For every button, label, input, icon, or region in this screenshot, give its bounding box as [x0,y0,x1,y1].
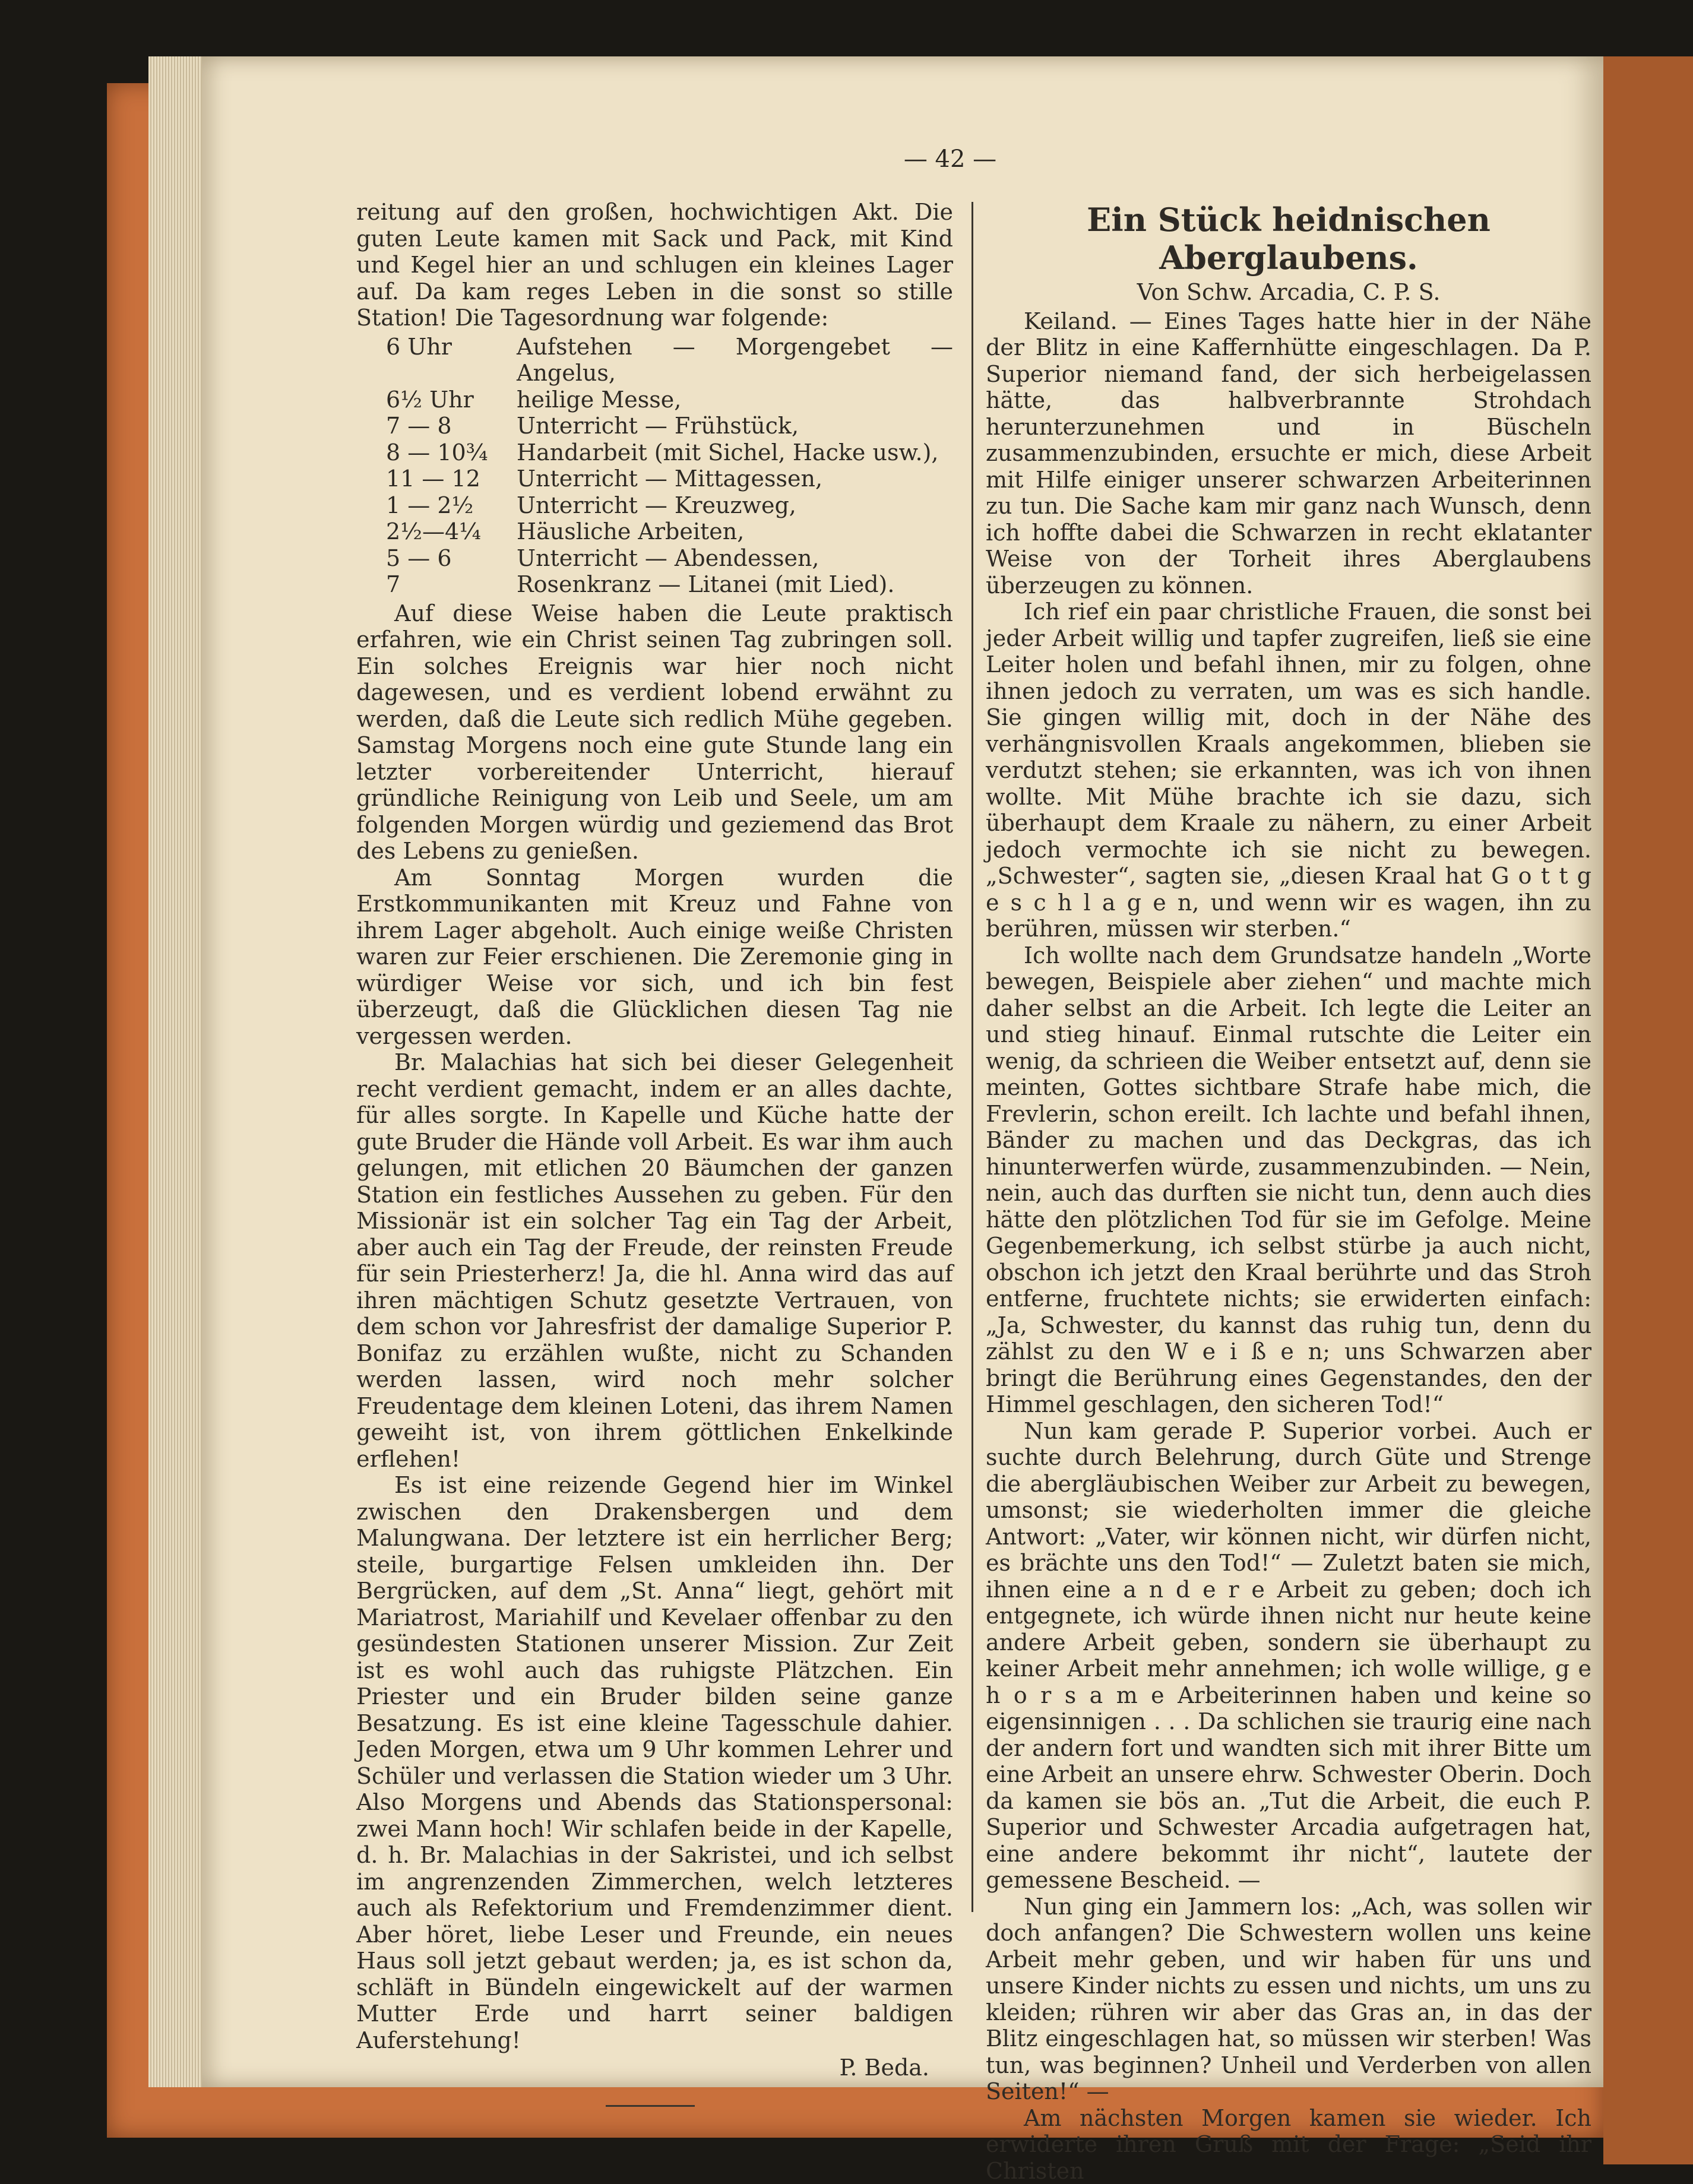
schedule-row [356,413,953,439]
book-cover-right [1603,56,1693,2164]
schedule-activity: Aufstehen — Morgengebet — Angelus, [517,334,953,387]
schedule-time: 6½ Uhr [356,387,517,413]
paragraph: reitung auf den großen, hochwichtigen Akt. Die guten Leute kamen mit Sack und Pack, mit Kind und Kegel hier an und schlugen ein kleines Lager auf. Da kam reges Leben in die sonst so stille Station! Die Tagesordnung war folgende: [356,199,953,331]
schedule-time: 1 — 2½ [356,492,517,519]
page-number: — 42 — [891,145,1010,173]
paragraph: Es ist eine reizende Gegend hier im Winkel zwischen den Drakensbergen und dem Malungwana. Der letztere ist ein herrlicher Berg; steile, burgartige Felsen umkleiden ihn. Der Bergrücken, auf dem „St. Anna“ liegt, gehört mit Mariatrost, Mariahilf und Kevelaer offenbar zu den gesündesten Stationen unserer Mission. Zur Zeit ist es wohl auch das ruhigste Plätzchen. Ein Priester und ein Bruder bilden seine ganze Besatzung. Es ist eine kleine Tagesschule dahier. Jeden Morgen, etwa um 9 Uhr kommen Lehrer und Schüler und verlassen die Station wieder um 3 Uhr. Also Morgens und Abends das Stationspersonal: zwei Mann hoch! Wir schlafen beide in der Kapelle, d. h. Br. Malachias in der Sakristei, und ich selbst im angrenzenden Zimmerchen, welch letzteres auch als Refektorium und Fremdenzimmer dient. Aber höret, liebe Leser und Freunde, ein neues Haus soll jetzt gebaut werden; ja, es ist schon da, schläft in Bündeln eingewickelt auf der warmen Mutter Erde und harrt seiner baldigen Auferstehung! [356,1472,953,2053]
paragraph: Ich wollte nach dem Grundsatze handeln „Worte bewegen, Beispiele aber ziehen“ und machte mich daher selbst an die Arbeit. Ich legte die Leiter an und stieg hinauf. Einmal rutschte die Leiter ein wenig, da schrieen die Weiber entsetzt auf, denn sie meinten, Gottes sichtbare Strafe habe mich, die Frevlerin, schon ereilt. Ich lachte und befahl ihnen, Bänder zu machen und das Deckgras, das ich hinunterwerfen würde, zusammenzubinden. — Nein, nein, auch das durften sie nicht tun, denn auch dies hätte den plötzlichen Tod für sie im Gefolge. Meine Gegenbemerkung, ich selbst stürbe ja auch nicht, obschon ich jetzt den Kraal berührte und das Stroh entferne, fruchtete nichts; sie erwiderten einfach: „Ja, Schwester, du kannst das ruhig tun, denn du zählst zu den W e i ß e n; uns Schwarzen aber bringt die Berührung eines Gegenstandes, den der Himmel geschlagen, den sicheren Tod!“ [986,942,1591,1418]
schedule-activity: heilige Messe, [517,387,953,413]
schedule-time: 11 — 12 [356,466,517,492]
paragraph: Nun ging ein Jammern los: „Ach, was sollen wir doch anfangen? Die Schwestern wollen uns keine Arbeit mehr geben, und wir haben für uns und unsere Kinder nichts zu essen und nichts, um uns zu kleiden; rühren wir aber das Gras an, in das der Blitz eingeschlagen hat, so müssen wir sterben! Was tun, was beginnen? Unheil und Verderben von allen Seiten!“ — [986,1894,1591,2105]
paragraph: Ich rief ein paar christliche Frauen, die sonst bei jeder Arbeit willig und tapfer zugreifen, ließ sie eine Leiter holen und befahl ihnen, mir zu folgen, ohne ihnen jedoch zu verraten, um was es sich handle. Sie gingen willig mit, doch in der Nähe des verhängnisvollen Kraals angekommen, blieben sie verdutzt stehen; sie erkannten, was ich von ihnen wollte. Mit Mühe brachte ich sie dazu, sich überhaupt dem Kraale zu nähern, zu einer Arbeit jedoch vermochte ich sie nicht zu bewegen. „Schwester“, sagten sie, „diesen Kraal hat G o t t g e s c h l a g e n, und wenn wir es wagen, ihn zu berühren, müssen wir sterben.“ [986,599,1591,942]
schedule-row [356,518,953,545]
schedule-activity: Häusliche Arbeiten, [517,518,953,545]
schedule-activity: Unterricht — Mittagessen, [517,466,953,492]
paragraph: Nun kam gerade P. Superior vorbei. Auch er suchte durch Belehrung, durch Güte und Strenge die abergläubischen Weiber zur Arbeit zu bewegen, umsonst; sie wiederholten immer die gleiche Antwort: „Vater, wir können nicht, wir dürfen nicht, es brächte uns den Tod!“ — Zuletzt baten sie mich, ihnen eine a n d e r e Arbeit zu geben; doch ich entgegnete, ich würde ihnen nicht nur heute keine andere Arbeit geben, sondern sie überhaupt zu keiner Arbeit mehr annehmen; ich wolle willige, g e h o r s a m e Arbeiterinnen haben und keine so eigensinnigen . . . Da schlichen sie traurig eine nach der andern fort und wandten sich mit ihrer Bitte um eine Arbeit an unsere ehrw. Schwester Oberin. Doch da kamen sie bös an. „Tut die Arbeit, die euch P. Superior und Schwester Arcadia aufgetragen hat, eine andere bekommt ihr nicht“, lautete der gemessene Bescheid. — [986,1418,1591,1894]
paragraph: Am nächsten Morgen kamen sie wieder. Ich erwiderte ihren Gruß mit der Frage: „Seid ihr Christen [986,2105,1591,2184]
schedule-activity: Handarbeit (mit Sichel, Hacke usw.), [517,439,953,466]
schedule-time: 2½—4¼ [356,518,517,545]
schedule-activity: Unterricht — Frühstück, [517,413,953,439]
schedule-row [356,466,953,492]
left-column [356,199,953,2107]
schedule-row [356,439,953,466]
schedule-activity: Unterricht — Kreuzweg, [517,492,953,519]
schedule-time: 7 — 8 [356,413,517,439]
signature: P. Beda. [356,2055,953,2081]
right-column [986,196,1591,2184]
paragraph: Am Sonntag Morgen wurden die Erstkommunikanten mit Kreuz und Fahne von ihrem Lager abgeholt. Auch einige weiße Christen waren zur Feier erschienen. Die Zeremonie ging in würdiger Weise vor sich, und ich bin fest überzeugt, daß die Glücklichen diesen Tag nie vergessen werden. [356,865,953,1050]
schedule-row [356,492,953,519]
paragraph: Auf diese Weise haben die Leute praktisch erfahren, wie ein Christ seinen Tag zubringen soll. Ein solches Ereignis war hier noch nicht dagewesen, und es verdient lobend erwähnt zu werden, daß die Leute sich redlich Mühe gegeben. Samstag Morgens noch eine gute Stunde lang ein letzter vorbereitender Unterricht, hierauf gründliche Reinigung von Leib und Seele, um am folgenden Morgen würdig und geziemend das Brot des Lebens zu genießen. [356,600,953,865]
paragraph: Br. Malachias hat sich bei dieser Gelegenheit recht verdient gemacht, indem er an alles dachte, für alles sorgte. In Kapelle und Küche hatte der gute Bruder die Hände voll Arbeit. Es war ihm auch gelungen, mit etlichen 20 Bäumchen der ganzen Station ein festliches Aussehen zu geben. Für den Missionär ist ein solcher Tag ein Tag der Arbeit, aber auch ein Tag der Freude, der reinsten Freude für sein Priesterherz! Ja, die hl. Anna wird das auf ihren mächtigen Schutz gesetzte Vertrauen, von dem schon vor Jahresfrist der damalige Superior P. Bonifaz zu erzählen wußte, nicht zu Schanden werden lassen, wird noch mehr solcher Freudentage dem kleinen Loteni, das ihrem Namen geweiht ist, von ihrem göttlichen Enkelkinde erflehen! [356,1049,953,1472]
schedule-row [356,571,953,598]
schedule-table [356,334,953,598]
schedule-row [356,387,953,413]
schedule-activity: Unterricht — Abendessen, [517,545,953,572]
section-rule [606,2105,695,2107]
article-title: Ein Stück heidnischen Aberglaubens. [986,201,1591,277]
schedule-row [356,334,953,387]
article-byline: Von Schw. Arcadia, C. P. S. [986,279,1591,306]
schedule-row [356,545,953,572]
paragraph: Keiland. — Eines Tages hatte hier in der Nähe der Blitz in eine Kaffernhütte eingeschlagen. Da P. Superior niemand fand, der sich herbeigelassen hätte, das halbverbrannte Strohdach herunterzunehmen und in Büscheln zusammenzubinden, ersuchte er mich, diese Arbeit mit Hilfe einiger unserer schwarzen Arbeiterinnen zu tun. Die Sache kam mir ganz nach Wunsch, denn ich hoffte dabei die Schwarzen in recht eklatanter Weise von der Torheit ihres Aberglaubens überzeugen zu können. [986,308,1591,599]
schedule-time: 6 Uhr [356,334,517,387]
column-divider [972,202,973,1912]
schedule-time: 8 — 10¾ [356,439,517,466]
schedule-activity: Rosenkranz — Litanei (mit Lied). [517,571,953,598]
schedule-time: 7 [356,571,517,598]
schedule-time: 5 — 6 [356,545,517,572]
